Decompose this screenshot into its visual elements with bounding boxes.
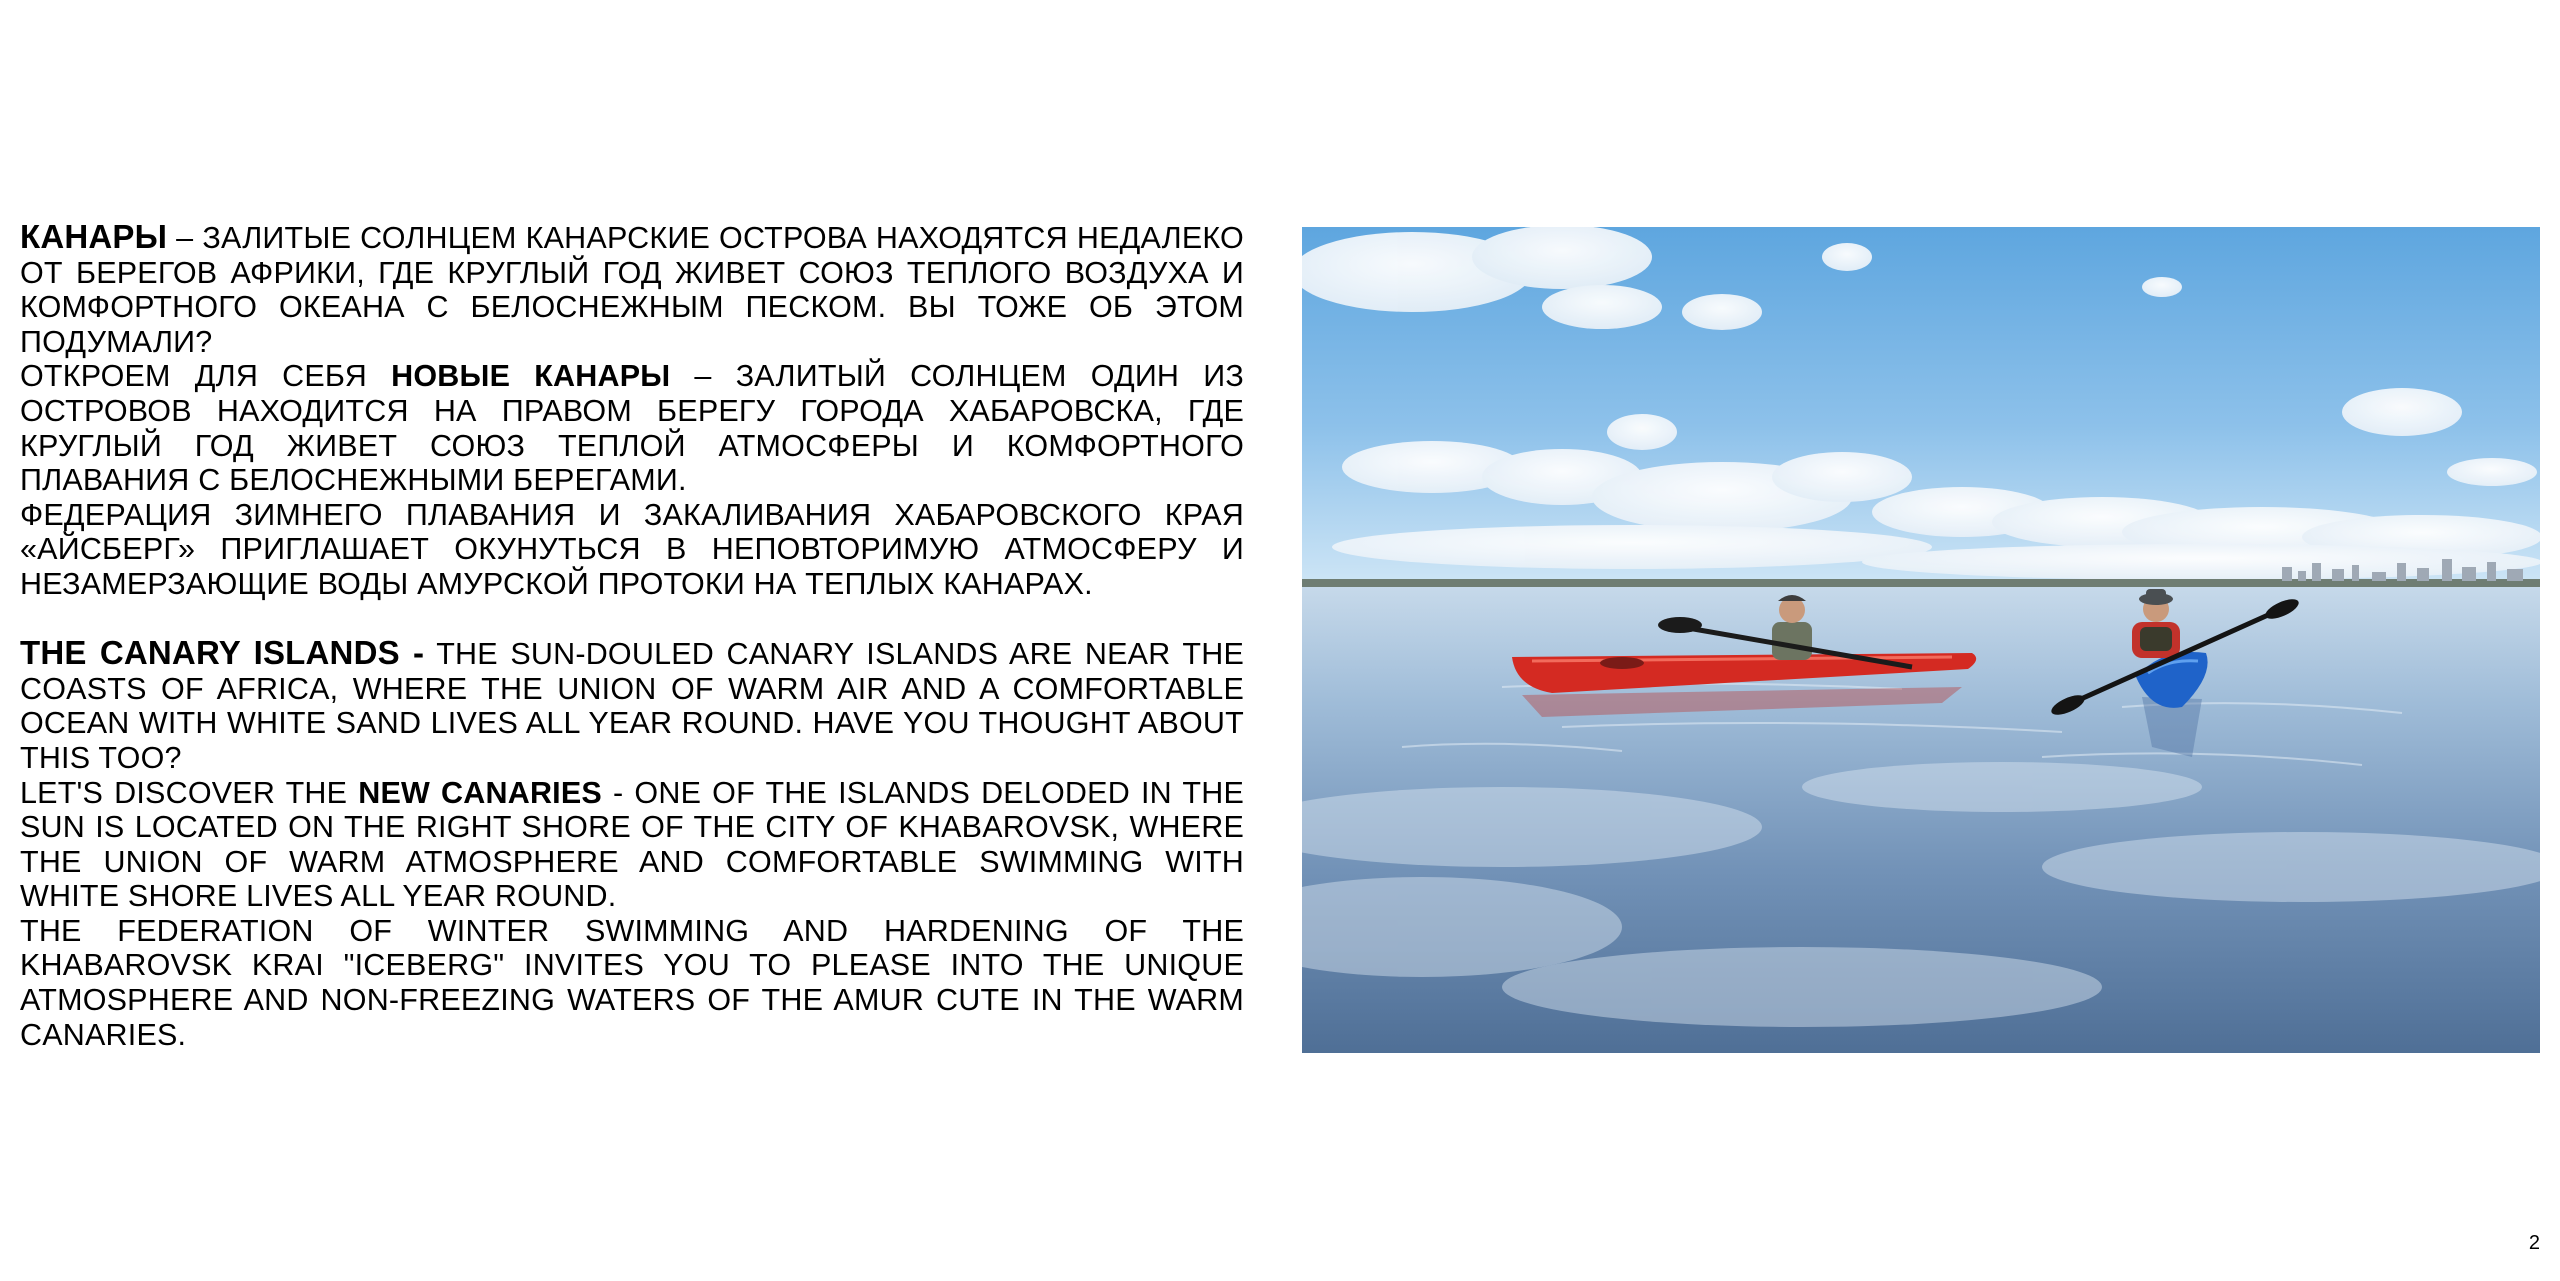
en-paragraph-new-canaries: [20, 776, 1244, 914]
en-paragraph-federation: THE FEDERATION OF WINTER SWIMMING AND HARDENING OF THE KHABAROVSK KRAI "ICEBERG" INVITES YOU TO PLEASE INTO THE UNIQUE ATMOSPHERE AND NON-FREEZING WATERS OF THE AMUR CUTE IN THE WARM CANARIES.: [20, 913, 1244, 1052]
ru-new-canaries-post: – ЗАЛИТЫЙ СОЛНЦЕМ ОДИН ИЗ ОСТРОВОВ НАХОДИТСЯ НА ПРАВОМ БЕРЕГУ ГОРОДА ХАБАРОВСКА, ГДЕ КРУГЛЫЙ ГОД ЖИВЕТ СОЮЗ ТЕПЛОЙ АТМОСФЕРЫ И КОМФОРТНОГО ПЛАВАНИЯ С БЕЛОСНЕЖНЫМИ БЕРЕГАМИ.: [20, 359, 1245, 498]
language-separator: [20, 602, 1244, 637]
ru-heading-kanary: КАНАРЫ: [20, 218, 168, 255]
en-paragraph-intro: [20, 636, 1244, 775]
text-column: [20, 220, 1244, 1052]
en-intro-text: THE SUN-DOULED CANARY ISLANDS ARE NEAR THE COASTS OF AFRICA, WHERE THE UNION OF WARM AIR AND A COMFORTABLE OCEAN WITH WHITE SAND LIVES ALL YEAR ROUND. HAVE YOU THOUGHT ABOUT THIS TOO?: [20, 637, 1244, 775]
page-number: 2: [2528, 1232, 2540, 1254]
kayak-photo: [1302, 227, 2540, 1053]
ru-new-canaries-pre: ОТКРОЕМ ДЛЯ СЕБЯ: [20, 359, 392, 394]
ru-paragraph-federation: ФЕДЕРАЦИЯ ЗИМНЕГО ПЛАВАНИЯ И ЗАКАЛИВАНИЯ ХАБАРОВСКОГО КРАЯ «АЙСБЕРГ» ПРИГЛАШАЕТ ОКУНУТЬСЯ В НЕПОВТОРИМУЮ АТМОСФЕРУ И НЕЗАМЕРЗАЮЩИЕ ВОДЫ АМУРСКОЙ ПРОТОКИ НА ТЕПЛЫХ КАНАРАХ.: [20, 497, 1244, 601]
en-new-canaries-post: - ONE OF THE ISLANDS DELODED IN THE SUN IS LOCATED ON THE RIGHT SHORE OF THE CITY OF KHABAROVSK, WHERE THE UNION OF WARM ATMOSPHERE AND COMFORTABLE SWIMMING WITH WHITE SHORE LIVES ALL YEAR ROUND.: [20, 775, 1244, 914]
ru-paragraph-intro: [20, 220, 1244, 359]
ru-paragraph-new-canaries: [20, 359, 1244, 497]
en-heading-canary-islands: THE CANARY ISLANDS -: [20, 634, 425, 672]
en-new-canaries-pre: LET'S DISCOVER THE: [20, 775, 359, 810]
ru-new-canaries-bold: НОВЫЕ КАНАРЫ: [391, 359, 671, 394]
ru-intro-text: – ЗАЛИТЫЕ СОЛНЦЕМ КАНАРСКИЕ ОСТРОВА НАХОДЯТСЯ НЕДАЛЕКО ОТ БЕРЕГОВ АФРИКИ, ГДЕ КРУГЛЫЙ ГОД ЖИВЕТ СОЮЗ ТЕПЛОГО ВОЗДУХА И КОМФОРТНОГО ОКЕАНА С БЕЛОСНЕЖНЫМ ПЕСКОМ. ВЫ ТОЖЕ ОБ ЭТОМ ПОДУМАЛИ?: [20, 221, 1244, 359]
en-new-canaries-bold: NEW CANARIES: [358, 775, 602, 810]
